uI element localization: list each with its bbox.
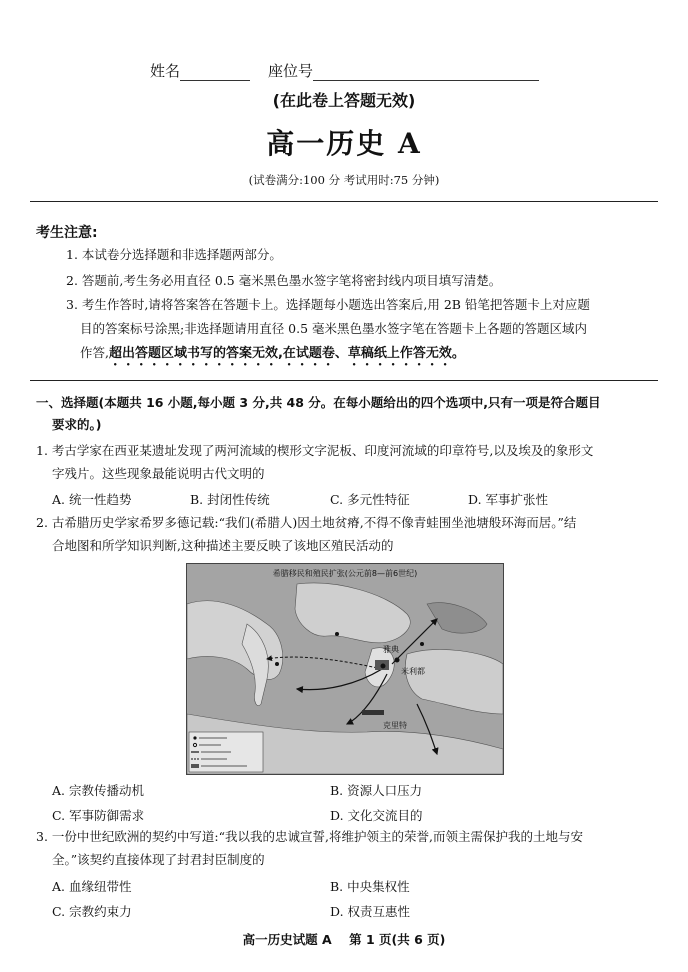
q3-option-c: C. 宗教约束力 xyxy=(52,904,132,919)
section-heading: 一、选择题(本题共 16 小题,每小题 3 分,共 48 分。在每小题给出的四个选项中,只有一项是符合题目 xyxy=(36,395,601,410)
q1-option-b: B. 封闭性传统 xyxy=(190,492,270,507)
instruction-2: 2. 答题前,考生务必用直径 0.5 毫米黑色墨水签字笔将密封线内项目填写清楚。 xyxy=(66,273,502,288)
q1-stem: 1. 考古学家在西亚某遗址发现了两河流域的楔形文字泥板、印度河流域的印章符号,以及埃及的象形文 xyxy=(36,443,594,458)
divider-top xyxy=(30,201,658,202)
map-label-crete: 克里特 xyxy=(383,721,407,730)
instruction-3-cont: 目的答案标号涂黑;非选择题请用直径 0.5 毫米黑色墨水签字笔在答题卡上各题的答题区域内 xyxy=(80,321,588,336)
map-label-athens: 雅典 xyxy=(383,645,399,654)
section-heading-cont: 要求的。) xyxy=(52,417,102,432)
name-label: 姓名 xyxy=(150,62,181,80)
colonization-map xyxy=(186,563,504,775)
seat-field xyxy=(268,60,539,81)
q2-option-b: B. 资源人口压力 xyxy=(330,783,423,798)
divider-bottom xyxy=(30,380,658,381)
instruction-emphasis: 超出答题区域书写的答案无效,在试题卷、草稿纸上作答无效。 xyxy=(108,346,465,361)
map-label-miletus: 米利都 xyxy=(401,667,425,676)
invalid-notice: (在此卷上答题无效) xyxy=(272,91,416,110)
page-title: 高一历史 A xyxy=(266,127,422,160)
seat-blank xyxy=(313,64,539,81)
q3-stem-cont: 全。”该契约直接体现了封君封臣制度的 xyxy=(52,852,265,867)
exam-info: (试卷满分:100 分 考试用时:75 分钟) xyxy=(248,173,440,187)
instruction-3-end xyxy=(80,342,465,369)
instructions-heading: 考生注意: xyxy=(36,225,98,241)
seat-label: 座位号 xyxy=(268,62,314,80)
q3-option-b: B. 中央集权性 xyxy=(330,879,410,894)
q3-stem: 3. 一份中世纪欧洲的契约中写道:“我以我的忠诚宣誓,将维护领主的荣誉,而领主需保护我的土地与安 xyxy=(36,829,583,844)
page-footer xyxy=(0,930,688,948)
q1-option-a: A. 统一性趋势 xyxy=(52,492,132,507)
name-blank xyxy=(180,64,250,81)
q3-option-a: A. 血缘纽带性 xyxy=(52,879,132,894)
footer-page: 第 1 页(共 6 页) xyxy=(349,932,446,947)
q2-option-d: D. 文化交流目的 xyxy=(330,808,423,823)
q2-stem-cont: 合地图和所学知识判断,这种描述主要反映了该地区殖民活动的 xyxy=(52,538,394,553)
q1-stem-cont: 字残片。这些现象最能说明古代文明的 xyxy=(52,466,265,481)
q2-stem: 2. 古希腊历史学家希罗多德记载:“我们(希腊人)因土地贫瘠,不得不像青蛙围坐池塘般环海而居。”结 xyxy=(36,515,577,530)
instruction-3-end-a: 作答, xyxy=(80,345,109,360)
q1-option-c: C. 多元性特征 xyxy=(330,492,410,507)
q1-option-d: D. 军事扩张性 xyxy=(468,492,549,507)
map-graphic xyxy=(187,564,503,774)
footer-subject: 高一历史试题 A xyxy=(242,932,332,947)
name-field xyxy=(150,60,250,81)
instruction-3: 3. 考生作答时,请将答案答在答题卡上。选择题每小题选出答案后,用 2B 铅笔把答题卡上对应题 xyxy=(66,297,590,312)
q2-option-c: C. 军事防御需求 xyxy=(52,808,145,823)
q3-option-d: D. 权责互惠性 xyxy=(330,904,411,919)
map-title: 希腊移民和殖民扩张(公元前8—前6世纪) xyxy=(272,569,418,578)
instruction-1: 1. 本试卷分选择题和非选择题两部分。 xyxy=(66,247,282,262)
q2-option-a: A. 宗教传播动机 xyxy=(52,783,144,798)
